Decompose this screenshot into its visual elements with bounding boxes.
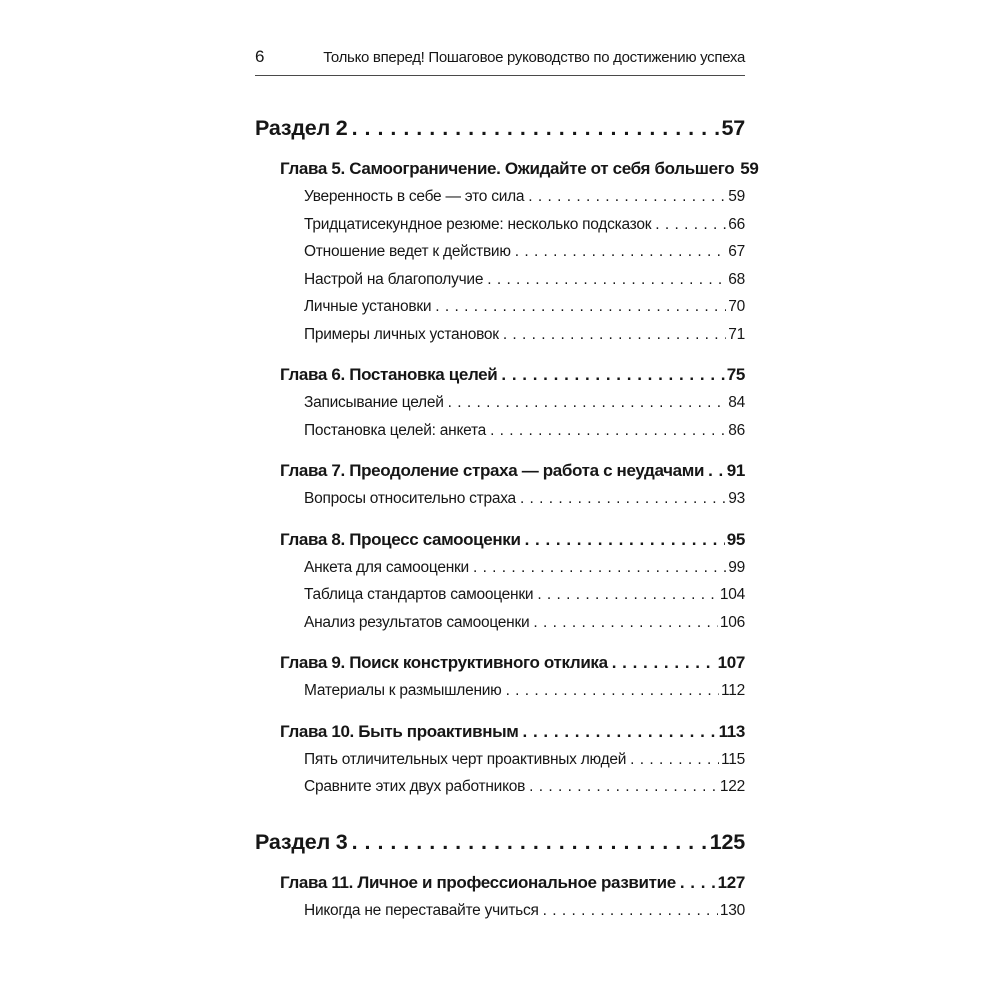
toc-entry-page: 130	[719, 901, 745, 919]
toc-leader-dots	[655, 216, 726, 234]
toc-entry-page: 91	[726, 461, 745, 480]
toc-entry-page: 75	[726, 365, 745, 384]
toc-entry-title: Раздел 3	[255, 829, 348, 854]
toc-entry-title: Глава 9. Поиск конструктивного отклика	[280, 653, 608, 672]
toc-entry-page: 127	[717, 872, 745, 892]
toc-entry-sub	[255, 751, 745, 779]
toc-entry-sub	[255, 298, 745, 326]
toc-entry-page: 93	[728, 490, 745, 507]
toc-leader-dots	[523, 722, 717, 742]
toc-entry-title: Записывание целей	[304, 394, 444, 411]
toc-entry-sub	[255, 682, 745, 710]
toc-entry-sub	[255, 422, 745, 450]
toc-leader-dots	[708, 461, 725, 481]
toc-entry-page: 59	[740, 159, 759, 178]
toc-leader-dots	[473, 559, 726, 577]
toc-entry-page: 68	[728, 270, 745, 288]
page-content	[255, 47, 759, 929]
toc-leader-dots	[352, 830, 708, 855]
toc-entry-title: Анкета для самооценки	[304, 558, 469, 576]
toc-leader-dots	[501, 365, 724, 385]
toc-entry-title: Вопросы относительно страха	[304, 490, 516, 507]
toc-entry-title: Материалы к размышлению	[304, 682, 502, 699]
toc-leader-dots	[537, 586, 718, 604]
toc-entry-title: Отношение ведет к действию	[304, 243, 511, 260]
toc-entry-title: Глава 6. Постановка целей	[280, 365, 498, 384]
toc-entry-title: Примеры личных установок	[304, 325, 499, 343]
toc-entry-page: 67	[728, 243, 745, 260]
toc-entry-page: 104	[719, 586, 745, 603]
toc-entry-title: Постановка целей: анкета	[304, 421, 487, 439]
toc-entry-sub	[255, 614, 745, 642]
toc-entry-section	[255, 830, 745, 861]
toc-entry-page: 113	[718, 721, 745, 741]
toc-entry-sub	[255, 902, 745, 930]
toc-leader-dots	[528, 188, 726, 206]
toc-leader-dots	[515, 243, 727, 261]
toc-entry-chapter	[255, 159, 759, 186]
toc-entry-title: Тридцатисекундное резюме: несколько подсказок	[304, 215, 652, 233]
toc-entry-section	[255, 116, 745, 147]
toc-entry-page: 122	[719, 778, 745, 795]
toc-entry-sub	[255, 586, 745, 614]
toc-leader-dots	[435, 298, 726, 316]
toc-entry-title: Анализ результатов самооценки	[304, 613, 530, 631]
toc-entry-title: Раздел 2	[255, 116, 348, 140]
toc-entry-sub	[255, 216, 745, 244]
toc-entry-page: 106	[719, 613, 745, 631]
toc-entry-page: 84	[728, 394, 745, 411]
toc-list	[255, 116, 759, 929]
toc-leader-dots	[352, 116, 720, 141]
toc-entry-title: Никогда не переставайте учиться	[304, 901, 539, 919]
toc-leader-dots	[503, 326, 726, 344]
toc-entry-page: 125	[709, 829, 745, 854]
toc-entry-title: Глава 5. Самоограничение. Ожидайте от себя большего	[280, 159, 735, 178]
toc-entry-page: 95	[726, 529, 745, 549]
toc-leader-dots	[529, 778, 718, 796]
toc-entry-page: 59	[728, 188, 745, 205]
toc-entry-page: 107	[717, 653, 745, 672]
toc-entry-sub	[255, 490, 745, 518]
toc-entry-page: 99	[728, 558, 745, 576]
toc-entry-title: Глава 10. Быть проактивным	[280, 721, 519, 741]
toc-entry-chapter	[255, 873, 745, 900]
toc-entry-title: Таблица стандартов самооценки	[304, 586, 534, 603]
toc-leader-dots	[520, 490, 726, 508]
toc-entry-title: Глава 11. Личное и профессиональное развитие	[280, 872, 676, 892]
toc-entry-sub	[255, 326, 745, 354]
toc-entry-sub	[255, 559, 745, 587]
toc-entry-page: 57	[721, 116, 745, 140]
toc-leader-dots	[612, 653, 716, 673]
toc-entry-title: Личные установки	[304, 298, 432, 315]
toc-leader-dots	[533, 614, 717, 632]
toc-entry-sub	[255, 778, 745, 806]
toc-entry-sub	[255, 394, 745, 422]
toc-leader-dots	[448, 394, 727, 412]
toc-entry-title: Настрой на благополучие	[304, 270, 484, 288]
toc-entry-title: Глава 8. Процесс самооценки	[280, 529, 521, 549]
toc-entry-chapter	[255, 530, 745, 557]
toc-entry-chapter	[255, 365, 745, 392]
toc-entry-sub	[255, 243, 745, 271]
toc-entry-page: 112	[721, 682, 745, 699]
toc-leader-dots	[487, 271, 726, 289]
toc-entry-page: 66	[728, 215, 745, 233]
toc-entry-page: 70	[728, 298, 745, 315]
toc-entry-page: 115	[721, 750, 745, 768]
toc-entry-title: Пять отличительных черт проактивных людей	[304, 750, 627, 768]
toc-leader-dots	[680, 873, 716, 893]
toc-leader-dots	[543, 902, 718, 920]
toc-leader-dots	[525, 530, 725, 550]
running-header	[255, 47, 745, 76]
toc-entry-page: 86	[728, 421, 745, 439]
toc-entry-chapter	[255, 722, 745, 749]
toc-entry-page: 71	[728, 325, 745, 343]
toc-leader-dots	[506, 682, 719, 700]
page-number: 6	[255, 47, 265, 66]
running-title: Только вперед! Пошаговое руководство по достижению успеха	[323, 49, 745, 66]
toc-leader-dots	[630, 751, 719, 769]
toc-entry-sub	[255, 271, 745, 299]
toc-entry-title: Уверенность в себе — это сила	[304, 188, 525, 205]
toc-entry-title: Глава 7. Преодоление страха — работа с неудачами	[280, 461, 705, 480]
toc-entry-title: Сравните этих двух работников	[304, 778, 526, 795]
toc-entry-sub	[255, 188, 745, 216]
toc-leader-dots	[490, 422, 726, 440]
toc-entry-chapter	[255, 461, 745, 488]
toc-entry-chapter	[255, 653, 745, 680]
